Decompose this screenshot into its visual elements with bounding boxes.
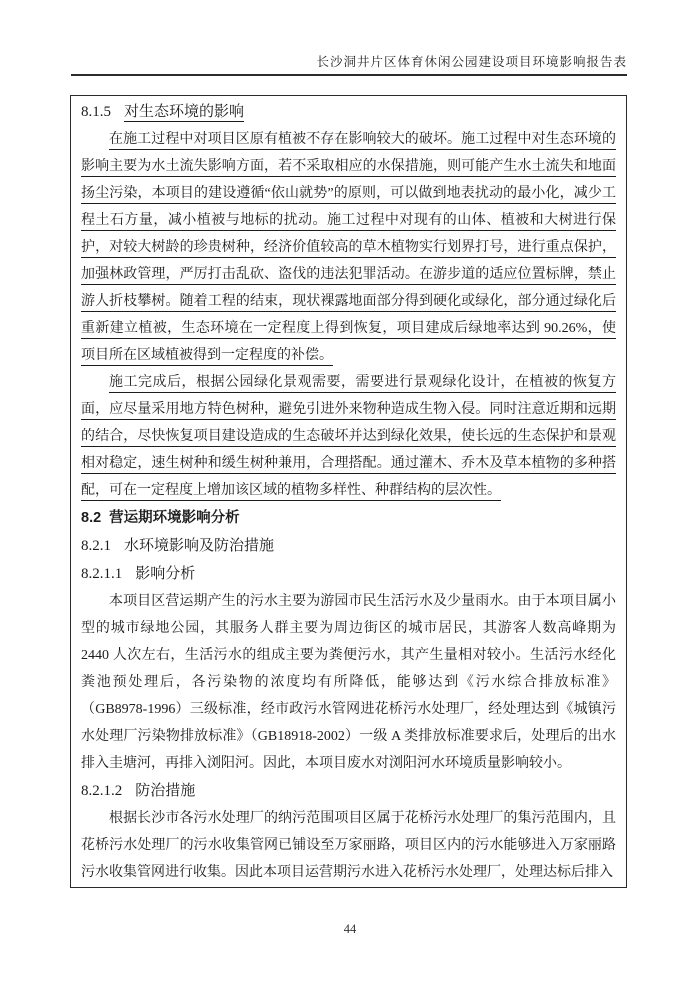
page-number: 44 xyxy=(343,922,357,936)
paragraph-water-impact-analysis: 本项目区营运期产生的污水主要为游园市民生活污水及少量雨水。由于本项目属小型的城市绿地公园，其服务人群主要为周边街区的城市居民，其游客人数高峰期为 2440 人次左右，生活污水的组成主要为粪便污水，其产生量相对较小。生活污水经化粪池预处理后，各污染物的浓度均有所降低，能够达到《污水综合排放标准》（GB8978-1996）三级标准，经市政污水管网进花桥污水处理厂，经处理达到《城镇污水处理厂污染物排放标准》（GB18918-2002）一级 A 类排放标准要求后，处理后的出水排入圭塘河，再排入浏阳河。因此，本项目废水对浏阳河水环境质量影响较小。 xyxy=(81,594,616,771)
section-number: 8.2.1 xyxy=(81,538,111,554)
section-title: 影响分析 xyxy=(135,566,196,582)
paragraph-water-prevention-measures: 根据长沙市各污水处理厂的纳污范围项目区属于花桥污水处理厂的集污范围内，且花桥污水处理厂的污水收集管网已铺设至万家丽路，项目区内的污水能够进入万家丽路污水收集管网进行收集。因此本项目运营期污水进入花桥污水处理厂，处理达标后排入 xyxy=(81,811,616,880)
running-header-title: 长沙洞井片区体育休闲公园建设项目环境影响报告表 xyxy=(316,55,627,69)
paragraph-ecology-restoration: 施工完成后，根据公园绿化景观需要，需要进行景观绿化设计，在植被的恢复方面，应尽量采用地方特色树种，避免引进外来物种造成生物入侵。同时注意近期和远期的结合，尽快恢复项目建设造成的生态破坏并达到绿化效果，使长远的生态保护和景观相对稳定，速生树种和缓生树种兼用，合理搭配。通过灌木、乔木及草本植物的多种搭配，可在一定程度上增加该区域的植物多样性、种群结构的层次性。 xyxy=(81,375,616,498)
section-number: 8.2.1.2 xyxy=(81,783,123,799)
section-heading-8-2-1 xyxy=(81,532,616,560)
section-heading-8-2-1-2 xyxy=(81,777,616,805)
section-heading-8-2 xyxy=(81,504,616,532)
section-title: 防治措施 xyxy=(135,783,196,799)
section-title: 水环境影响及防治措施 xyxy=(124,538,275,554)
section-heading-8-2-1-1 xyxy=(81,560,616,588)
header-rule xyxy=(71,74,627,76)
content-border-box xyxy=(70,95,627,888)
section-title: 营运期环境影响分析 xyxy=(109,510,240,526)
section-number: 8.2.1.1 xyxy=(81,566,123,582)
section-number: 8.1.5 xyxy=(81,104,111,120)
section-title: 对生态环境的影响 xyxy=(124,104,245,120)
paragraph-ecology-construction: 在施工过程中对项目区原有植被不存在影响较大的破坏。施工过程中对生态环境的影响主要为水土流失影响方面，若不采取相应的水保措施，则可能产生水土流失和地面扬尘污染，本项目的建设遵循“依山就势”的原则，可以做到地表扰动的最小化，减少工程土石方量，减小植被与地标的扰动。施工过程中对现有的山体、植被和大树进行保护，对较大树龄的珍贵树种，经济价值较高的草木植物实行划界打号，进行重点保护，加强林政管理，严厉打击乱砍、盗伐的违法犯罪活动。在游步道的适应位置标牌，禁止游人折枝攀树。随着工程的结束，现状裸露地面部分得到硬化或绿化，部分通过绿化后重新建立植被，生态环境在一定程度上得到恢复，项目建成后绿地率达到 90.26%，使项目所在区域植被得到一定程度的补偿。 xyxy=(81,132,616,363)
section-number: 8.2 xyxy=(81,510,102,526)
section-heading-8-1-5 xyxy=(81,98,616,126)
